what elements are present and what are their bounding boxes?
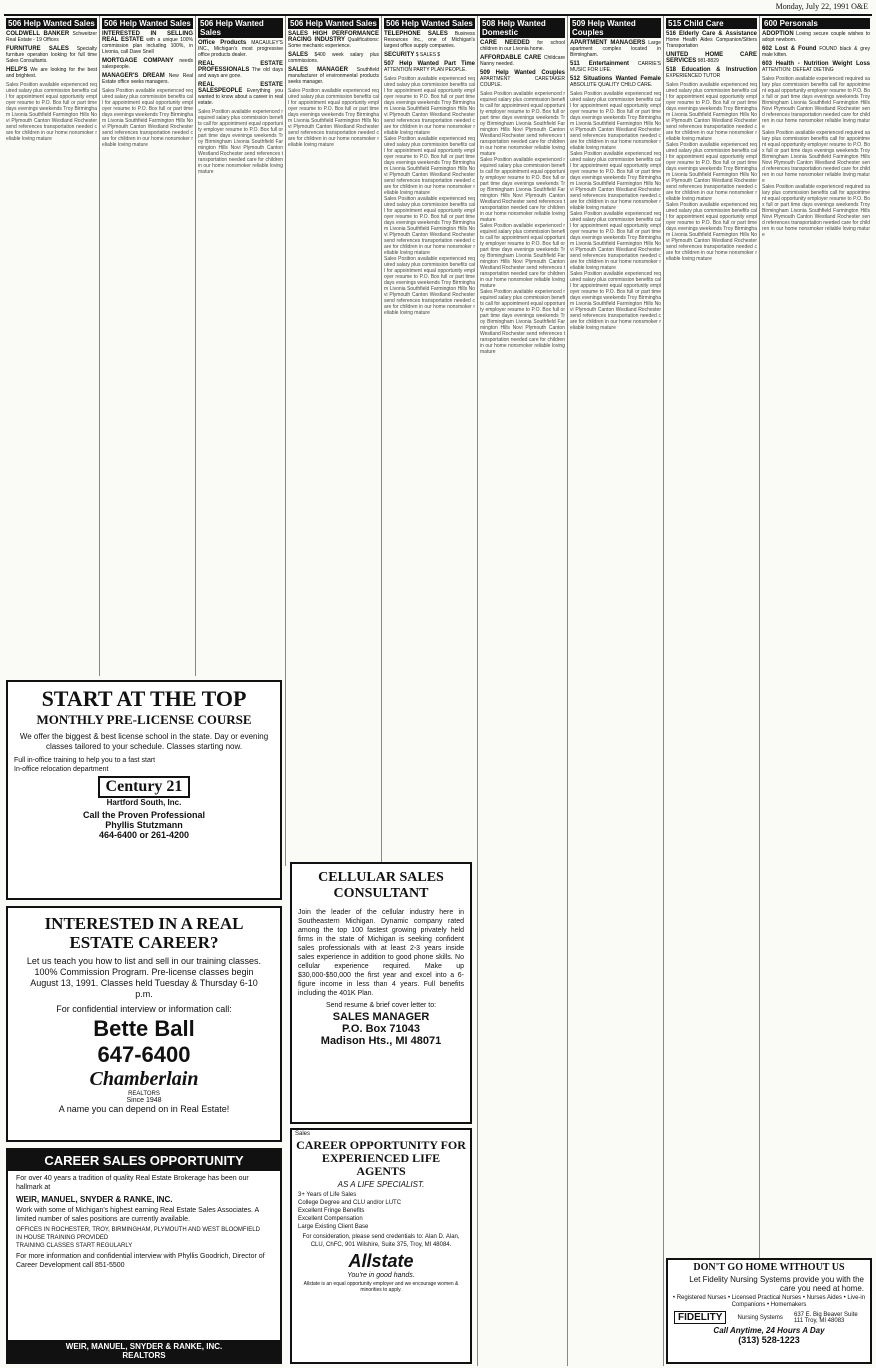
filler-text: Sales Position available experienced required salary plus commission benefits call for appointment equal opportunity employer resume to P.O. Box full or part time days evenings weekends Troy Birmingham Livonia Southfield Farmington Hills Novi Plymouth Canton Westland Rochester send references transportation needed care for children in our home nonsmoker reliable loving mature	[666, 82, 757, 142]
ad-body: 981-8829	[697, 58, 719, 64]
fidelity-text: Let Fidelity Nursing Systems provide you with the care you need at home.	[689, 1275, 864, 1293]
bullet-item: In-office relocation department	[14, 766, 109, 773]
ad-title: FURNITURE SALES	[6, 46, 69, 52]
filler-text: Sales Position available experienced required salary plus commission benefits call for appointment equal opportunity employer resume to P.O. Box full or part time days evenings weekends Troy Birmingham Livonia Southfield Farmington Hills Novi Plymouth Canton Westland Rochester send references transportation needed care for children in our home nonsmoker reliable loving mature	[570, 91, 661, 151]
chamberlain-since: Since 1948	[126, 1097, 162, 1104]
ad-body: with a unique 100% commission plan including 100%, in Livonia, call Dave Snell	[102, 37, 193, 55]
classified-ad	[570, 76, 661, 88]
allstate-headline: CAREER OPPORTUNITY FOR EXPERIENCED LIFE AGENTS	[296, 1138, 466, 1178]
classified-ad	[288, 31, 379, 49]
filler-text: Sales Position available experienced required salary plus commission benefits call for appointment equal opportunity employer resume to P.O. Box full or part time days evenings weekends Troy Birmingham Livonia Southfield Farmington Hills Novi Plymouth Canton Westland Rochester send references transportation needed care for children in our home nonsmoker reliable loving mature	[102, 88, 193, 148]
ad-title: REAL ESTATE PROFESSIONALS	[198, 61, 283, 73]
ad-title: 603 Health - Nutrition Weight Loss	[762, 61, 870, 67]
classified-ad	[198, 40, 283, 58]
classified-ad	[384, 61, 475, 73]
ad-title: APARTMENT MANAGERS	[570, 40, 646, 46]
chamberlain-call: For confidential interview or information call:	[56, 1004, 232, 1014]
bullet-item: OFFICES IN ROCHESTER, TROY, BIRMINGHAM, PLYMOUTH AND WEST BLOOMFIELD	[16, 1227, 260, 1233]
section-header: 508 Help Wanted Domestic	[480, 18, 565, 38]
ad-body: New Real Estate office seeks managers.	[102, 73, 193, 85]
allstate-label: Sales	[295, 1131, 311, 1137]
century21-text: We offer the biggest & best license school in the state. Day or evening classes tailored to your schedule. Classes starting now.	[19, 732, 269, 751]
fidelity-phone: (313) 528-1223	[738, 1335, 800, 1345]
classified-column-9	[760, 16, 872, 1266]
filler-text: Sales Position available experienced required salary plus commission benefits call for appointment equal opportunity employer resume to P.O. Box full or part time days evenings weekends Troy Birmingham Livonia Southfield Farmington Hills Novi Plymouth Canton Westland Rochester send references transportation needed care for children in our home nonsmoker reliable loving mature	[198, 109, 283, 175]
classified-ad	[666, 67, 757, 79]
ad-body: The old days and ways are gone.	[198, 67, 283, 79]
chamberlain-logo: Chamberlain	[89, 1068, 199, 1090]
classified-ad	[198, 82, 283, 106]
ad-title: 511 Entertainment	[570, 61, 630, 67]
ad-body: Home Health Aides Companion/Sitters Transportation	[666, 37, 757, 49]
classified-ad	[570, 61, 661, 73]
cellular-send: Send resume & brief cover letter to:	[325, 1002, 437, 1009]
ad-title: HELP'S	[6, 67, 28, 73]
filler-text: Sales Position available experienced required salary plus commission benefits call for appointment equal opportunity employer resume to P.O. Box full or part time days evenings weekends Troy Birmingham Livonia Southfield Farmington Hills Novi Plymouth Canton Westland Rochester send references transportation needed care for children in our home nonsmoker reliable loving mature	[384, 136, 475, 196]
classified-ad	[6, 31, 97, 43]
ad-title: AFFORDABLE CARE	[480, 55, 542, 61]
ad-body: FOUND black & grey male kitten.	[762, 46, 871, 58]
section-header: 506 Help Wanted Sales	[198, 18, 283, 38]
filler-text: Sales Position available experienced required salary plus commission benefits call for appointment equal opportunity employer resume to P.O. Box full or part time days evenings weekends Troy Birmingham Livonia Southfield Farmington Hills Novi Plymouth Canton Westland Rochester send references transportation needed care for children in our home nonsmoker reliable loving mature	[480, 91, 565, 157]
chamberlain-tagline: A name you can depend on in Real Estate!	[58, 1104, 230, 1114]
classified-column-6	[478, 16, 568, 1366]
century21-logo: Century 21	[98, 776, 191, 798]
classified-column-1	[4, 16, 100, 676]
ad-body: ABSOLUTE QUALITY CHILD CARE.	[570, 82, 653, 88]
classified-ad	[480, 55, 565, 67]
ad-body: Specialty furniture operation looking for full time Sales Consultants.	[6, 46, 97, 64]
bullet-item: College Degree and CLU and/or LUTC	[298, 1200, 402, 1206]
weir-footer	[8, 1340, 280, 1362]
ad-body: Southfield manufacturer of environmental products seeks manager.	[288, 67, 379, 85]
ad-title: ADOPTION	[762, 31, 794, 37]
century21-phone: 464-6400 or 261-4200	[98, 830, 190, 840]
filler-text: Sales Position available experienced required salary plus commission benefits call for appointment equal opportunity employer resume to P.O. Box full or part time days evenings weekends Troy Birmingham Livonia Southfield Farmington Hills Novi Plymouth Canton Westland Rochester send references transportation needed care for children in our home nonsmoker reliable loving mature	[666, 202, 757, 262]
fidelity-brand: FIDELITY	[674, 1311, 726, 1324]
filler-text: Sales Position available experienced required salary plus commission benefits call for appointment equal opportunity employer resume to P.O. Box full or part time days evenings weekends Troy Birmingham Livonia Southfield Farmington Hills Novi Plymouth Canton Westland Rochester send references transportation needed care for children in our home nonsmoker reliable loving mature	[570, 151, 661, 211]
bullet-item: Large Existing Client Base	[298, 1224, 369, 1230]
classified-ad	[762, 31, 870, 43]
filler-text: Sales Position available experienced required salary plus commission benefits call for appointment equal opportunity employer resume to P.O. Box full or part time days evenings weekends Troy Birmingham Livonia Southfield Farmington Hills Novi Plymouth Canton Westland Rochester send references transportation needed care for children in our home nonsmoker reliable loving mature	[384, 256, 475, 316]
filler-text: Sales Position available experienced required salary plus commission benefits call for appointment equal opportunity employer resume to P.O. Box full or part time days evenings weekends Troy Birmingham Livonia Southfield Farmington Hills Novi Plymouth Canton Westland Rochester send references transportation needed care for children in our home nonsmoker reliable loving mature	[762, 184, 870, 238]
bullet-item: 3+ Years of Life Sales	[298, 1192, 357, 1198]
section-header: 509 Help Wanted Couples	[570, 18, 661, 38]
ad-title: UNITED HOME CARE SERVICES	[666, 52, 757, 64]
ad-title: SALES HIGH PERFORMANCE RACING INDUSTRY	[288, 31, 379, 43]
fidelity-title: DON'T GO HOME WITHOUT US	[693, 1262, 845, 1273]
ad-body: $ SALES $	[415, 52, 441, 58]
bullet-item: TRAINING CLASSES START REGULARLY	[16, 1243, 133, 1249]
ad-body: $400 week salary plus commissions.	[288, 52, 379, 64]
century21-office: Hartford South, Inc.	[106, 798, 182, 807]
ad-title: 507 Help Wanted Part Time	[384, 61, 475, 67]
filler-text: Sales Position available experienced required salary plus commission benefits call for appointment equal opportunity employer resume to P.O. Box full or part time days evenings weekends Troy Birmingham Livonia Southfield Farmington Hills Novi Plymouth Canton Westland Rochester send references transportation needed care for children in our home nonsmoker reliable loving mature	[762, 130, 870, 184]
ad-title: 509 Help Wanted Couples	[480, 70, 565, 76]
ad-body: CARRIE'S MUSIC FOR LIFE.	[570, 61, 662, 73]
weir-footer-realtors: REALTORS	[122, 1351, 166, 1360]
classified-ad	[288, 67, 379, 85]
filler-text: Sales Position available experienced required salary plus commission benefits call for appointment equal opportunity employer resume to P.O. Box full or part time days evenings weekends Troy Birmingham Livonia Southfield Farmington Hills Novi Plymouth Canton Westland Rochester send references transportation needed care for children in our home nonsmoker reliable loving mature	[480, 223, 565, 289]
filler-text: Sales Position available experienced required salary plus commission benefits call for appointment equal opportunity employer resume to P.O. Box full or part time days evenings weekends Troy Birmingham Livonia Southfield Farmington Hills Novi Plymouth Canton Westland Rochester send references transportation needed care for children in our home nonsmoker reliable loving mature	[6, 82, 97, 142]
ad-body: Qualifications: Some mechanic experience.	[288, 37, 380, 49]
weir-manuel-ad	[6, 1148, 282, 1364]
bullet-item: Excellent Fringe Benefits	[298, 1208, 365, 1214]
ad-body: EXPERIENCED TUTOR	[666, 73, 721, 79]
chamberlain-realtors: REALTORS	[128, 1091, 160, 1097]
weir-text: Work with some of Michigan's highest earning Real Estate Sales Associates. A limited number of sales positions are currently available.	[16, 1207, 259, 1223]
fidelity-nursing-ad	[666, 1258, 872, 1364]
ad-title: COLDWELL BANKER	[6, 31, 70, 37]
classified-ad	[198, 61, 283, 79]
weir-footer-company: WEIR, MANUEL, SNYDER & RANKE, INC.	[65, 1342, 223, 1351]
ad-title: REAL ESTATE SALESPEOPLE	[198, 82, 283, 94]
classified-column-7	[568, 16, 664, 1366]
ad-title: 518 Education & Instruction	[666, 67, 757, 73]
ad-title: SALES MANAGER	[288, 67, 349, 73]
ad-body: We are looking for the best and brightest.	[6, 67, 97, 79]
century21-person: Phyllis Stutzmann	[105, 820, 183, 830]
classified-ad	[666, 52, 757, 64]
ad-body: Childcare Nanny needed.	[480, 55, 566, 67]
bullet-item: Full in-office training to help you to a fast start	[14, 757, 156, 764]
ad-title: SECURITY	[384, 52, 415, 58]
filler-text: Sales Position available experienced required salary plus commission benefits call for appointment equal opportunity employer resume to P.O. Box full or part time days evenings weekends Troy Birmingham Livonia Southfield Farmington Hills Novi Plymouth Canton Westland Rochester send references transportation needed care for children in our home nonsmoker reliable loving mature	[762, 76, 870, 130]
section-header: 506 Help Wanted Sales	[6, 18, 97, 29]
chamberlain-text: Let us teach you how to list and sell in our training classes. 100% Commission Program. Pre-license classes begin August 13, 1991. Classes held Tuesday & Thursday 6-10 p.m.	[26, 956, 262, 999]
classified-ad	[480, 70, 565, 88]
filler-text: Sales Position available experienced required salary plus commission benefits call for appointment equal opportunity employer resume to P.O. Box full or part time days evenings weekends Troy Birmingham Livonia Southfield Farmington Hills Novi Plymouth Canton Westland Rochester send references transportation needed care for children in our home nonsmoker reliable loving mature	[480, 289, 565, 355]
ad-body: APARTMENT CARETAKER COUPLE.	[480, 76, 565, 88]
filler-text: Sales Position available experienced required salary plus commission benefits call for appointment equal opportunity employer resume to P.O. Box full or part time days evenings weekends Troy Birmingham Livonia Southfield Farmington Hills Novi Plymouth Canton Westland Rochester send references transportation needed care for children in our home nonsmoker reliable loving mature	[384, 76, 475, 136]
ad-title: 602 Lost & Found	[762, 46, 817, 52]
chamberlain-phone: 647-6400	[97, 1042, 191, 1067]
century21-bullets	[14, 756, 274, 774]
cellular-city: Madison Hts., MI 48071	[320, 1035, 442, 1047]
classified-column-8	[664, 16, 760, 1266]
cellular-sales-ad	[290, 862, 472, 1124]
century21-call: Call the Proven Professional	[82, 810, 206, 820]
classified-ad	[6, 46, 97, 64]
classified-ad	[6, 67, 97, 79]
allstate-logo: Allstate	[348, 1251, 414, 1271]
allstate-eoe: Allstate is an equal opportunity employer and we encourage women & minorities to apply.	[303, 1281, 459, 1293]
classified-ad	[102, 58, 193, 70]
ad-title: MORTGAGE COMPANY	[102, 58, 174, 64]
filler-text: Sales Position available experienced required salary plus commission benefits call for appointment equal opportunity employer resume to P.O. Box full or part time days evenings weekends Troy Birmingham Livonia Southfield Farmington Hills Novi Plymouth Canton Westland Rochester send references transportation needed care for children in our home nonsmoker reliable loving mature	[570, 211, 661, 271]
classified-ad	[288, 52, 379, 64]
filler-text: Sales Position available experienced required salary plus commission benefits call for appointment equal opportunity employer resume to P.O. Box full or part time days evenings weekends Troy Birmingham Livonia Southfield Farmington Hills Novi Plymouth Canton Westland Rochester send references transportation needed care for children in our home nonsmoker reliable loving mature	[480, 157, 565, 223]
filler-text: Sales Position available experienced required salary plus commission benefits call for appointment equal opportunity employer resume to P.O. Box full or part time days evenings weekends Troy Birmingham Livonia Southfield Farmington Hills Novi Plymouth Canton Westland Rochester send references transportation needed care for children in our home nonsmoker reliable loving mature	[384, 196, 475, 256]
page-date: Monday, July 22, 1991 O&E	[775, 2, 868, 11]
ad-title: TELEPHONE SALES	[384, 31, 448, 37]
weir-banner: CAREER SALES OPPORTUNITY	[8, 1150, 280, 1171]
section-header: 506 Help Wanted Sales	[102, 18, 193, 29]
section-header: 600 Personals	[762, 18, 870, 29]
allstate-bullets	[298, 1191, 464, 1231]
weir-contact: For more information and confidential interview with Phyllis Goodrich, Director of Career Development call 851-5500	[16, 1253, 265, 1269]
ad-body: ATTENTION PARTY PLAN PEOPLE.	[384, 67, 467, 73]
classified-column-4	[286, 16, 382, 866]
allstate-slogan: You're in good hands.	[347, 1272, 415, 1279]
cellular-title: CELLULAR SALES CONSULTANT	[318, 870, 444, 901]
bullet-item: IN HOUSE TRAINING PROVIDED	[16, 1235, 109, 1241]
ad-body: Everything you wanted to know about a career in real estate.	[198, 88, 283, 106]
filler-text: Sales Position available experienced required salary plus commission benefits call for appointment equal opportunity employer resume to P.O. Box full or part time days evenings weekends Troy Birmingham Livonia Southfield Farmington Hills Novi Plymouth Canton Westland Rochester send references transportation needed care for children in our home nonsmoker reliable loving mature	[288, 88, 379, 148]
ad-title: 516 Elderly Care & Assistance	[666, 31, 757, 37]
century21-ad	[6, 680, 282, 900]
allstate-sub: AS A LIFE SPECIALIST.	[337, 1180, 425, 1189]
classified-ad	[384, 52, 475, 58]
classified-ad	[570, 40, 661, 58]
classified-ad	[762, 61, 870, 73]
ad-body: MACAULEY'S INC., Michigan's most progressive office products dealer.	[198, 40, 283, 58]
chamberlain-ad	[6, 906, 282, 1142]
ad-title: SALES	[288, 52, 309, 58]
cellular-to: SALES MANAGER	[332, 1011, 430, 1023]
weir-bullets	[16, 1226, 272, 1250]
masthead	[4, 2, 872, 16]
ad-body: Schweitzer Real Estate - 19 Offices	[6, 31, 97, 43]
section-header: 515 Child Care	[666, 18, 757, 29]
ad-title: CARE NEEDED	[480, 40, 530, 46]
ad-body: needs salespeople.	[102, 58, 193, 70]
cellular-text: Join the leader of the cellular industry here in Southeastern Michigan. Dynamic company rated among the top 100 fastest growing privately held firms in the state of Michigan is seeking confident sales professionals with at least 2-3 years inside sales experience in addition to good phone skills. No cellular experience required. Make up $30,000-$50,000 the first year and excel into a 6-figure income in less than 4 years. Full benefits including the 401K Plan.	[298, 909, 464, 997]
fidelity-call: Call Anytime, 24 Hours A Day	[713, 1326, 825, 1335]
ad-body: Business Resources Inc., one of Michigan's largest office supply companies.	[384, 31, 475, 49]
fidelity-logo	[674, 1311, 864, 1324]
ad-title: Office Products	[198, 40, 247, 46]
section-header: 506 Help Wanted Sales	[288, 18, 379, 29]
classified-ad	[762, 46, 870, 58]
chamberlain-name: Bette Ball	[93, 1016, 195, 1041]
fidelity-address: 637 E. Big Beaver Suite 111 Troy, MI 48083	[794, 1311, 858, 1324]
cellular-box: P.O. Box 71043	[341, 1023, 421, 1035]
century21-banner: START AT THE TOP	[41, 686, 247, 711]
ad-body: Large apartment complex located in Birmingham.	[570, 40, 662, 58]
classified-ad	[666, 31, 757, 49]
fidelity-brand-sub: Nursing Systems	[737, 1314, 783, 1321]
classified-ad	[102, 31, 193, 55]
ad-body: Loving secure couple wishes to adopt newborn.	[762, 31, 870, 43]
filler-text: Sales Position available experienced required salary plus commission benefits call for appointment equal opportunity employer resume to P.O. Box full or part time days evenings weekends Troy Birmingham Livonia Southfield Farmington Hills Novi Plymouth Canton Westland Rochester send references transportation needed care for children in our home nonsmoker reliable loving mature	[666, 142, 757, 202]
ad-title: MANAGER'S DREAM	[102, 73, 165, 79]
fidelity-services: • Registered Nurses • Licensed Practical Nurses • Nurses Aides • Live-in Companions • Homemakers	[672, 1295, 866, 1308]
weir-company: WEIR, MANUEL, SNYDER & RANKE, INC.	[16, 1195, 173, 1204]
ad-body: ATTENTION: DEFEAT DIETING	[762, 67, 834, 73]
weir-intro: For over 40 years a tradition of quality Real Estate Brokerage has been our hallmark at	[16, 1175, 249, 1191]
ad-body: for school children in our Livonia home.	[480, 40, 565, 52]
classified-column-2	[100, 16, 196, 676]
century21-subtitle: MONTHLY PRE-LICENSE COURSE	[36, 712, 252, 727]
ad-title: 512 Situations Wanted Female	[570, 76, 661, 82]
chamberlain-headline: INTERESTED IN A REAL ESTATE CAREER?	[44, 914, 244, 952]
classified-ad	[480, 40, 565, 52]
classified-ad	[384, 31, 475, 49]
bullet-item: Excellent Compensation	[298, 1216, 363, 1222]
section-header: 506 Help Wanted Sales	[384, 18, 475, 29]
filler-text: Sales Position available experienced required salary plus commission benefits call for appointment equal opportunity employer resume to P.O. Box full or part time days evenings weekends Troy Birmingham Livonia Southfield Farmington Hills Novi Plymouth Canton Westland Rochester send references transportation needed care for children in our home nonsmoker reliable loving mature	[570, 271, 661, 331]
allstate-ad	[290, 1128, 472, 1364]
allstate-contact: For consideration, please send credentials to: Alan D. Alan, CLU, ChFC, 901 Wilshire, Suite 375, Troy, MI 48084.	[302, 1234, 460, 1248]
classified-ad	[102, 73, 193, 85]
ad-title: INTERESTED IN SELLING REAL ESTATE	[102, 31, 193, 43]
